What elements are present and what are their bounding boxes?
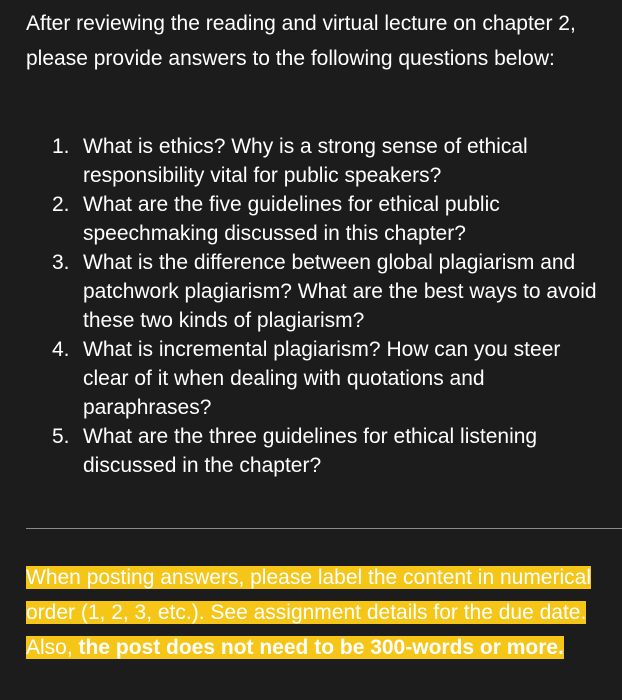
question-item xyxy=(52,132,604,190)
question-text: What is ethics? Why is a strong sense of ethical responsibility vital for public speakers? xyxy=(83,135,528,187)
question-text: What are the five guidelines for ethical public speechmaking discussed in this chapter? xyxy=(83,193,500,245)
question-number: 2. xyxy=(52,193,70,216)
question-number: 4. xyxy=(52,338,70,361)
question-number: 3. xyxy=(52,251,70,274)
horizontal-divider xyxy=(26,528,622,529)
question-number: 5. xyxy=(52,425,70,448)
questions-list xyxy=(52,132,604,480)
question-item xyxy=(52,335,604,422)
intro-paragraph: After reviewing the reading and virtual lecture on chapter 2, please provide answers to the following questions below: xyxy=(26,12,576,70)
question-text: What are the three guidelines for ethical listening discussed in the chapter? xyxy=(83,425,538,477)
question-item xyxy=(52,422,604,480)
note-highlighted-text: When posting answers, please label the content in numerical order (1, 2, 3, etc.). See assignment details for the due date. Also, xyxy=(26,566,591,659)
posting-note xyxy=(26,560,596,665)
note-bold-highlighted-text: the post does not need to be 300-words or more. xyxy=(78,636,564,659)
question-text: What is the difference between global plagiarism and patchwork plagiarism? What are the best ways to avoid these two kinds of plagiarism? xyxy=(83,251,597,332)
question-item xyxy=(52,190,604,248)
question-item xyxy=(52,248,604,335)
question-text: What is incremental plagiarism? How can you steer clear of it when dealing with quotations and paraphrases? xyxy=(83,338,561,419)
question-number: 1. xyxy=(52,135,70,158)
